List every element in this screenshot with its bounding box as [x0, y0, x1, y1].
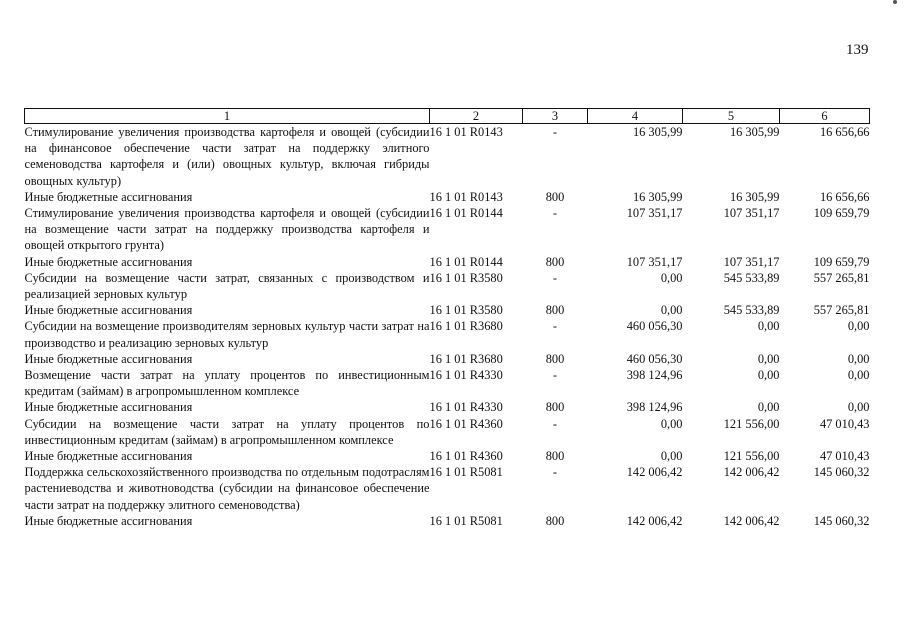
row-name: Возмещение части затрат на уплату процентов по инвестиционным кредитам (займам) в агропромышленном комплексе	[24, 368, 430, 399]
row-code: 16 1 01 R3680	[429, 319, 503, 334]
row-value-col5: 0,00	[757, 319, 780, 334]
row-code: 16 1 01 R5081	[429, 465, 503, 480]
row-code: 16 1 01 R0143	[429, 189, 503, 204]
row-value-col6: 47 010,43	[819, 449, 870, 464]
row-type: 800	[545, 351, 565, 366]
row-code: 16 1 01 R0143	[429, 125, 503, 139]
row-value-col6: 109 659,79	[813, 254, 870, 269]
row-value-col5: 0,00	[757, 400, 780, 415]
row-name: Иные бюджетные ассигнования	[24, 189, 193, 204]
row-value-col4: 16 305,99	[632, 125, 683, 139]
table-row	[25, 367, 870, 399]
row-type: -	[552, 206, 558, 221]
table-row	[25, 205, 870, 254]
row-value-col4: 398 124,96	[626, 400, 683, 415]
row-name: Стимулирование увеличения производства картофеля и овощей (субсидии на возмещение части затрат на поддержку производства картофеля и овощей открытого грунта)	[24, 206, 430, 253]
row-value-col4: 460 056,30	[626, 319, 683, 334]
row-value-col5: 121 556,00	[723, 416, 780, 431]
row-code: 16 1 01 R3580	[429, 270, 503, 285]
row-name: Иные бюджетные ассигнования	[24, 254, 193, 269]
col-header-2: 2	[430, 109, 523, 124]
row-name: Стимулирование увеличения производства картофеля и овощей (субсидии на финансовое обеспечение части затрат на поддержку элитного семеноводства картофеля и (или) овощных культур, включая гибриды овощных культур)	[24, 125, 430, 188]
col-header-6: 6	[780, 109, 870, 124]
col-header-3: 3	[523, 109, 588, 124]
table-row	[25, 254, 870, 270]
scan-edge-mark	[893, 0, 897, 4]
row-value-col6: 145 060,32	[813, 465, 870, 480]
row-value-col6: 0,00	[847, 351, 870, 366]
row-name: Иные бюджетные ассигнования	[24, 351, 193, 366]
row-type: 800	[545, 254, 565, 269]
row-value-col4: 398 124,96	[626, 368, 683, 383]
row-code: 16 1 01 R4330	[429, 368, 503, 383]
row-name: Субсидии на возмещение части затрат на уплату процентов по инвестиционным кредитам (займам) в агропромышленном комплексе	[24, 416, 430, 447]
row-value-col6: 0,00	[847, 400, 870, 415]
row-code: 16 1 01 R3580	[429, 303, 503, 318]
row-type: -	[552, 125, 558, 139]
row-value-col6: 0,00	[847, 319, 870, 334]
col-header-5: 5	[683, 109, 780, 124]
row-type: 800	[545, 303, 565, 318]
row-type: 800	[545, 513, 565, 528]
row-type: -	[552, 416, 558, 431]
row-value-col4: 142 006,42	[626, 513, 683, 528]
table-row	[25, 189, 870, 205]
table-row	[25, 416, 870, 448]
row-value-col5: 16 305,99	[729, 189, 780, 204]
row-type: 800	[545, 400, 565, 415]
header-row	[25, 109, 870, 124]
table-row	[25, 448, 870, 464]
row-type: 800	[545, 449, 565, 464]
row-value-col6: 557 265,81	[813, 303, 870, 318]
row-value-col6: 145 060,32	[813, 513, 870, 528]
table-row	[25, 270, 870, 302]
row-value-col4: 0,00	[660, 270, 683, 285]
row-type: 800	[545, 189, 565, 204]
row-value-col5: 107 351,17	[723, 254, 780, 269]
row-value-col5: 545 533,89	[723, 270, 780, 285]
row-name: Субсидии на возмещение производителям зерновых культур части затрат на производство и реализацию зерновых культур	[24, 319, 430, 350]
row-value-col5: 0,00	[757, 351, 780, 366]
table-row	[25, 124, 870, 189]
row-value-col5: 142 006,42	[723, 513, 780, 528]
col-header-4: 4	[588, 109, 683, 124]
row-name: Иные бюджетные ассигнования	[24, 449, 193, 464]
row-value-col4: 107 351,17	[626, 254, 683, 269]
row-name: Иные бюджетные ассигнования	[24, 400, 193, 415]
row-code: 16 1 01 R0144	[429, 206, 503, 221]
page-number: 139	[846, 42, 869, 58]
table-row	[25, 399, 870, 415]
row-value-col5: 545 533,89	[723, 303, 780, 318]
budget-table	[24, 108, 870, 529]
row-code: 16 1 01 R4360	[429, 416, 503, 431]
row-value-col4: 107 351,17	[626, 206, 683, 221]
row-name: Иные бюджетные ассигнования	[24, 513, 193, 528]
row-code: 16 1 01 R4330	[429, 400, 503, 415]
row-value-col5: 107 351,17	[723, 206, 780, 221]
row-code: 16 1 01 R5081	[429, 513, 503, 528]
row-value-col4: 0,00	[660, 303, 683, 318]
row-value-col6: 47 010,43	[819, 416, 870, 431]
row-value-col4: 0,00	[660, 449, 683, 464]
row-value-col5: 142 006,42	[723, 465, 780, 480]
table-row	[25, 351, 870, 367]
table-row	[25, 302, 870, 318]
row-code: 16 1 01 R3680	[429, 351, 503, 366]
table-row	[25, 464, 870, 513]
row-value-col4: 0,00	[660, 416, 683, 431]
row-name: Иные бюджетные ассигнования	[24, 303, 193, 318]
row-value-col4: 142 006,42	[626, 465, 683, 480]
row-value-col6: 557 265,81	[813, 270, 870, 285]
row-type: -	[552, 465, 558, 480]
row-value-col6: 16 656,66	[819, 189, 870, 204]
table-row	[25, 318, 870, 350]
row-value-col4: 460 056,30	[626, 351, 683, 366]
row-type: -	[552, 319, 558, 334]
row-value-col6: 109 659,79	[813, 206, 870, 221]
row-value-col5: 121 556,00	[723, 449, 780, 464]
row-type: -	[552, 270, 558, 285]
row-type: -	[552, 368, 558, 383]
col-header-1: 1	[25, 109, 430, 124]
table-row	[25, 513, 870, 529]
row-value-col6: 0,00	[847, 368, 870, 383]
row-name: Поддержка сельскохозяйственного производства по отдельным подотраслям растениеводства и животноводства (субсидии на финансовое обеспечение части затрат на поддержку элитного семеноводства)	[24, 465, 430, 512]
row-value-col5: 16 305,99	[729, 125, 780, 139]
row-value-col5: 0,00	[757, 368, 780, 383]
row-value-col6: 16 656,66	[819, 125, 870, 139]
table-body	[25, 124, 870, 530]
row-code: 16 1 01 R4360	[429, 449, 503, 464]
row-name: Субсидии на возмещение части затрат, связанных с производством и реализацией зерновых культур	[24, 270, 430, 302]
row-value-col4: 16 305,99	[632, 189, 683, 204]
row-code: 16 1 01 R0144	[429, 254, 503, 269]
